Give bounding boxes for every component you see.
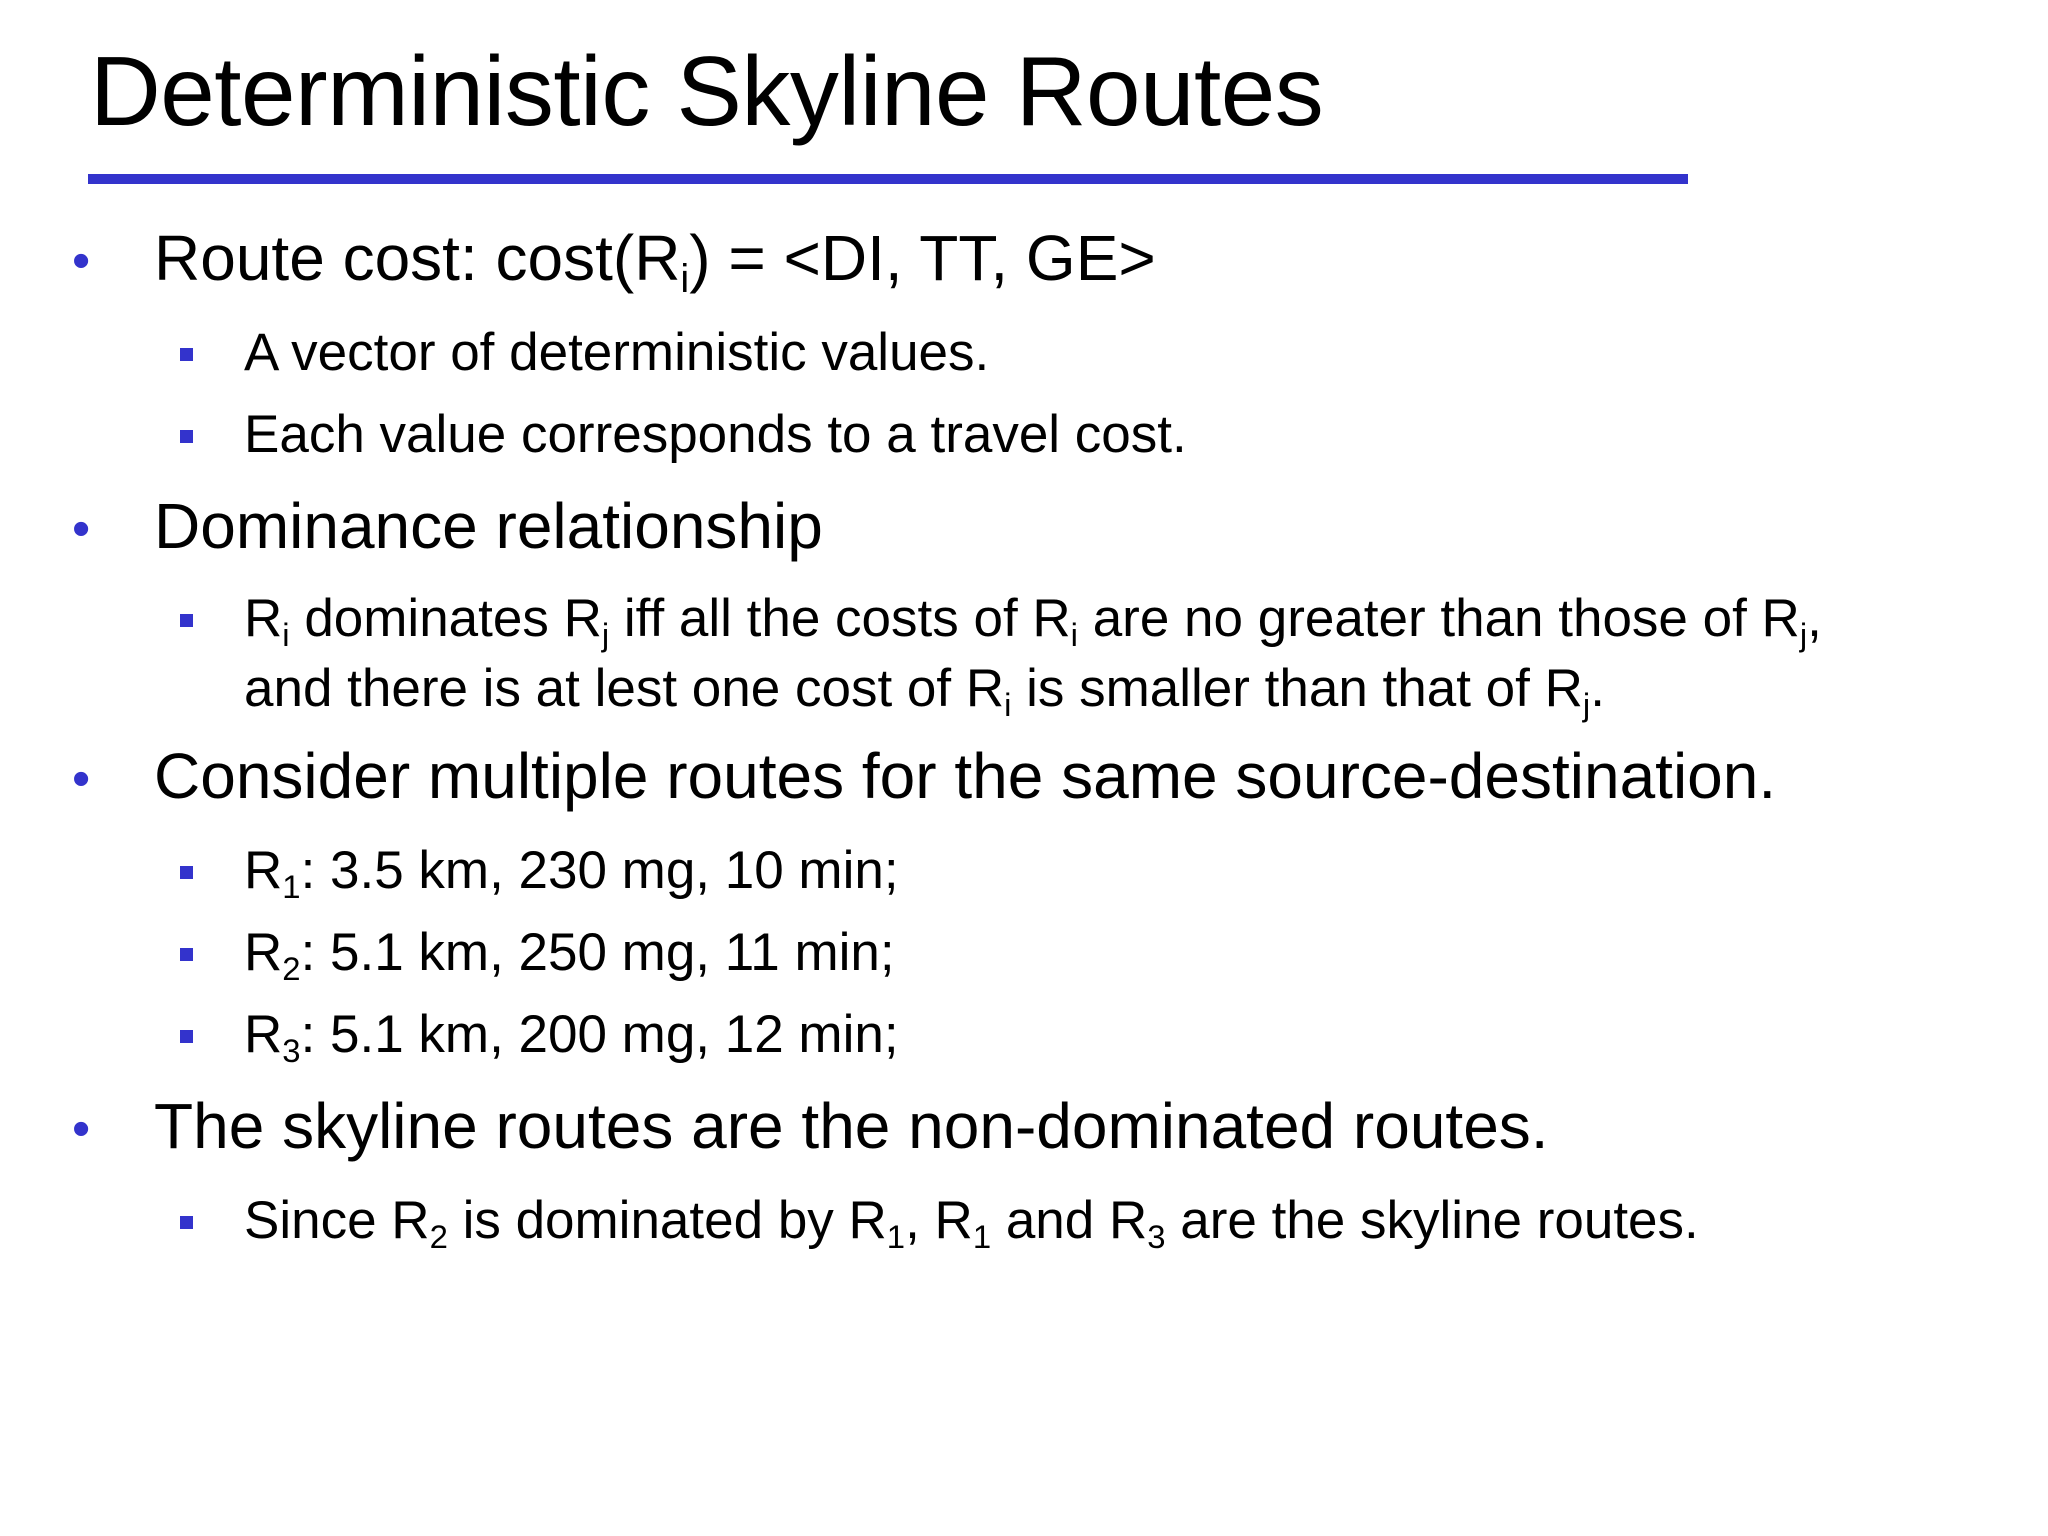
bullet-dot-icon: • (72, 232, 91, 290)
bullet-dot-icon: • (72, 750, 91, 808)
text-run: : 5.1 km, 250 mg, 11 min; (300, 923, 895, 982)
subscript: i (1070, 615, 1078, 653)
text-run: R (244, 1005, 283, 1064)
sub-bullet-text (244, 1186, 1699, 1256)
text-run: dominates R (289, 589, 602, 648)
bullet-square-icon (180, 866, 193, 879)
text-run: : 3.5 km, 230 mg, 10 min; (300, 841, 899, 900)
bullet-dot-icon: • (72, 500, 91, 558)
text-run: Since R (244, 1191, 430, 1250)
subscript: j (1799, 615, 1808, 653)
bullet-text: Consider multiple routes for the same source-destination. (154, 740, 1777, 812)
bullet-square-icon (180, 948, 193, 961)
text-run: is smaller than that of R (1011, 659, 1583, 718)
text-run: , R (905, 1191, 973, 1250)
subscript: 3 (282, 1031, 301, 1069)
text-run: Route cost: cost(R (154, 222, 681, 294)
slide-title: Deterministic Skyline Routes (90, 36, 1324, 146)
subscript: 2 (282, 949, 301, 987)
text-run: and there is at lest one cost of R (244, 659, 1005, 718)
bullet-square-icon (180, 348, 193, 361)
text-run: R (244, 841, 283, 900)
text-run: iff all the costs of R (609, 589, 1071, 648)
sub-bullet-text: Each value corresponds to a travel cost. (244, 405, 1187, 464)
bullet-square-icon (180, 1216, 193, 1229)
subscript: j (1582, 685, 1591, 723)
subscript: i (282, 615, 290, 653)
subscript: 1 (972, 1217, 992, 1255)
bullet-square-icon (180, 430, 193, 443)
sub-bullet-text (244, 1000, 899, 1070)
text-run: , (1807, 589, 1822, 648)
sub-bullet-text (244, 654, 1605, 724)
bullet-text: Dominance relationship (154, 490, 823, 562)
subscript: 3 (1147, 1217, 1166, 1255)
subscript: j (601, 615, 610, 653)
text-run: and R (991, 1191, 1148, 1250)
text-run: are the skyline routes. (1165, 1191, 1699, 1250)
text-run: are no greater than those of R (1077, 589, 1800, 648)
bullet-dot-icon: • (72, 1100, 91, 1158)
bullet-text: The skyline routes are the non-dominated routes. (154, 1090, 1549, 1162)
text-run: . (1590, 659, 1605, 718)
text-run: is dominated by R (447, 1191, 887, 1250)
text-run: : 5.1 km, 200 mg, 12 min; (300, 1005, 899, 1064)
subscript: 2 (429, 1217, 448, 1255)
sub-bullet-text (244, 918, 895, 988)
subscript: 1 (886, 1217, 906, 1255)
bullet-text (154, 222, 1156, 301)
text-run: R (244, 923, 283, 982)
subscript: i (680, 256, 690, 301)
bullet-square-icon (180, 1030, 193, 1043)
bullet-square-icon (180, 614, 193, 627)
subscript: i (1004, 685, 1012, 723)
text-run: ) = <DI, TT, GE> (689, 222, 1156, 294)
sub-bullet-text: A vector of deterministic values. (244, 323, 990, 382)
sub-bullet-text (244, 584, 1822, 654)
subscript: 1 (282, 867, 301, 905)
sub-bullet-text (244, 836, 899, 906)
text-run: R (244, 589, 283, 648)
